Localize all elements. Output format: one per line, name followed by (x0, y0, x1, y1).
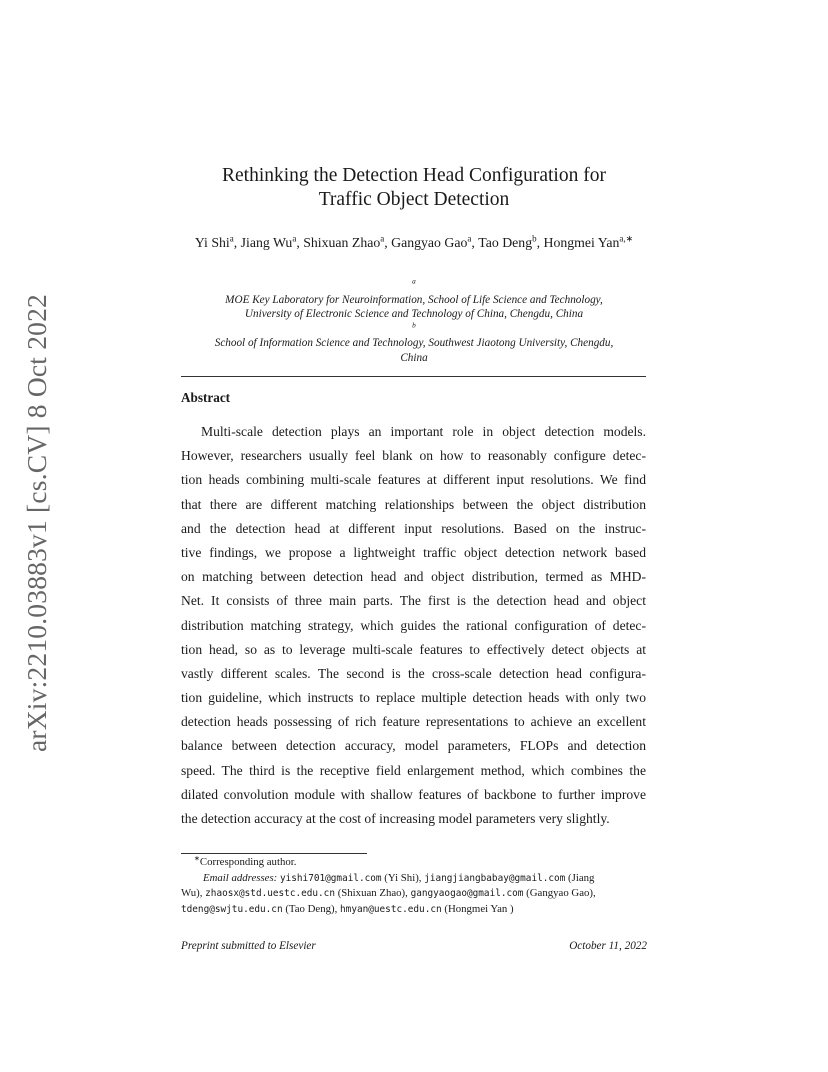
title-line-1: Rethinking the Detection Head Configuration for (222, 165, 606, 186)
abstract-line: the detection accuracy at the cost of increasing model parameters very slightly. (181, 811, 610, 826)
affiliation-line: $^a$ MOE Key Laboratory for Neuroinformation, School of Life Science and Technology, (225, 277, 603, 306)
title-line-2: Traffic Object Detection (318, 189, 510, 210)
author-list (150, 234, 678, 252)
email-address[interactable]: tdeng@swjtu.edu.cn (181, 903, 283, 915)
email-address[interactable]: yishi701@gmail.com (279, 872, 382, 884)
affiliation-line: University of Electronic Science and Technology of China, Chengdu, China (244, 308, 584, 320)
abstract-line: tive findings, we propose a lightweight traffic object detection network based (181, 544, 646, 560)
abstract-line: tion heads combining multi-scale features at different input resolutions. We find (181, 472, 646, 488)
author: Tao Deng$^b$, (478, 233, 544, 250)
author: Shixuan Zhao$^a$, (303, 233, 392, 250)
abstract-line: speed. The third is the receptive field enlargement method, which combines the (181, 762, 646, 778)
abstract-line: that there are different matching relationships between the object distribution (181, 496, 646, 512)
email-line: tdeng@swjtu.edu.cn (Tao Deng), hmyan@uestc.edu.cn (Hongmei Yan ) (181, 902, 514, 915)
abstract-line: distribution matching strategy, which guides the rational configuration of detec- (181, 617, 646, 633)
abstract-line: balance between detection accuracy, model parameters, FLOPs and detection (181, 738, 646, 754)
abstract-line: vastly different scales. The second is the cross-scale detection head configura- (181, 665, 646, 681)
author: Hongmei Yan$^{a,∗}$ (543, 233, 634, 250)
email-line: Email addresses: yishi701@gmail.com (Yi Shi), jiangjiangbabay@gmail.com (Jiang (203, 871, 595, 884)
email-address[interactable]: hmyan@uestc.edu.cn (340, 903, 442, 915)
author: Gangyao Gao$^a$, (391, 233, 479, 250)
abstract-line: dilated convolution module with shallow features of backbone to further improve (181, 786, 646, 802)
affiliation-line: China (400, 351, 428, 364)
corresponding-author-note: ∗Corresponding author. (194, 854, 297, 868)
abstract-line: detection heads possessing of rich feature representations to achieve an excellent (181, 714, 646, 730)
affiliations (150, 278, 678, 365)
arxiv-identifier (18, 293, 56, 753)
email-address[interactable]: gangyaogao@gmail.com (410, 888, 524, 899)
abstract-line: Net. It consists of three main parts. The first is the detection head and object (181, 593, 646, 609)
abstract-line: tion guideline, which instructs to replace multiple detection heads with only two (181, 690, 646, 706)
footnotes (181, 855, 646, 917)
preprint-note: Preprint submitted to Elsevier (181, 940, 316, 952)
preprint-date: October 11, 2022 (569, 940, 647, 952)
abstract-line: on matching between detection head and object distribution, termed as MHD- (181, 569, 646, 585)
abstract-line: Multi-scale detection plays an important role in object detection models. (201, 424, 646, 439)
abstract-top-rule (181, 376, 646, 377)
email-address[interactable]: jiangjiangbabay@gmail.com (424, 872, 566, 884)
affiliation-line: $^b$ School of Information Science and Technology, Southwest Jiaotong University, Chengdu, (214, 320, 614, 349)
abstract-line: tion head, so as to leverage multi-scale features to effectively detect objects at (181, 641, 646, 657)
arxiv-identifier-text: arXiv:2210.03883v1 [cs.CV] 8 Oct 2022 (21, 293, 53, 753)
abstract-heading: Abstract (181, 390, 231, 405)
email-line: Wu), zhaosx@std.uestc.edu.cn (Shixuan Zhao), gangyaogao@gmail.com (Gangyao Gao), (181, 887, 596, 899)
paper-title (150, 164, 678, 212)
author: Yi Shi$^a$, (194, 233, 241, 250)
abstract-line: However, researchers usually feel blank on how to reasonably configure detec- (181, 448, 646, 464)
email-address[interactable]: zhaosx@std.uestc.edu.cn (205, 888, 335, 899)
footnote-rule (181, 853, 367, 854)
abstract-text (181, 420, 646, 831)
author: Jiang Wu$^a$, (240, 233, 304, 250)
abstract-line: and the detection head at different input resolutions. Based on the instruc- (181, 520, 646, 536)
